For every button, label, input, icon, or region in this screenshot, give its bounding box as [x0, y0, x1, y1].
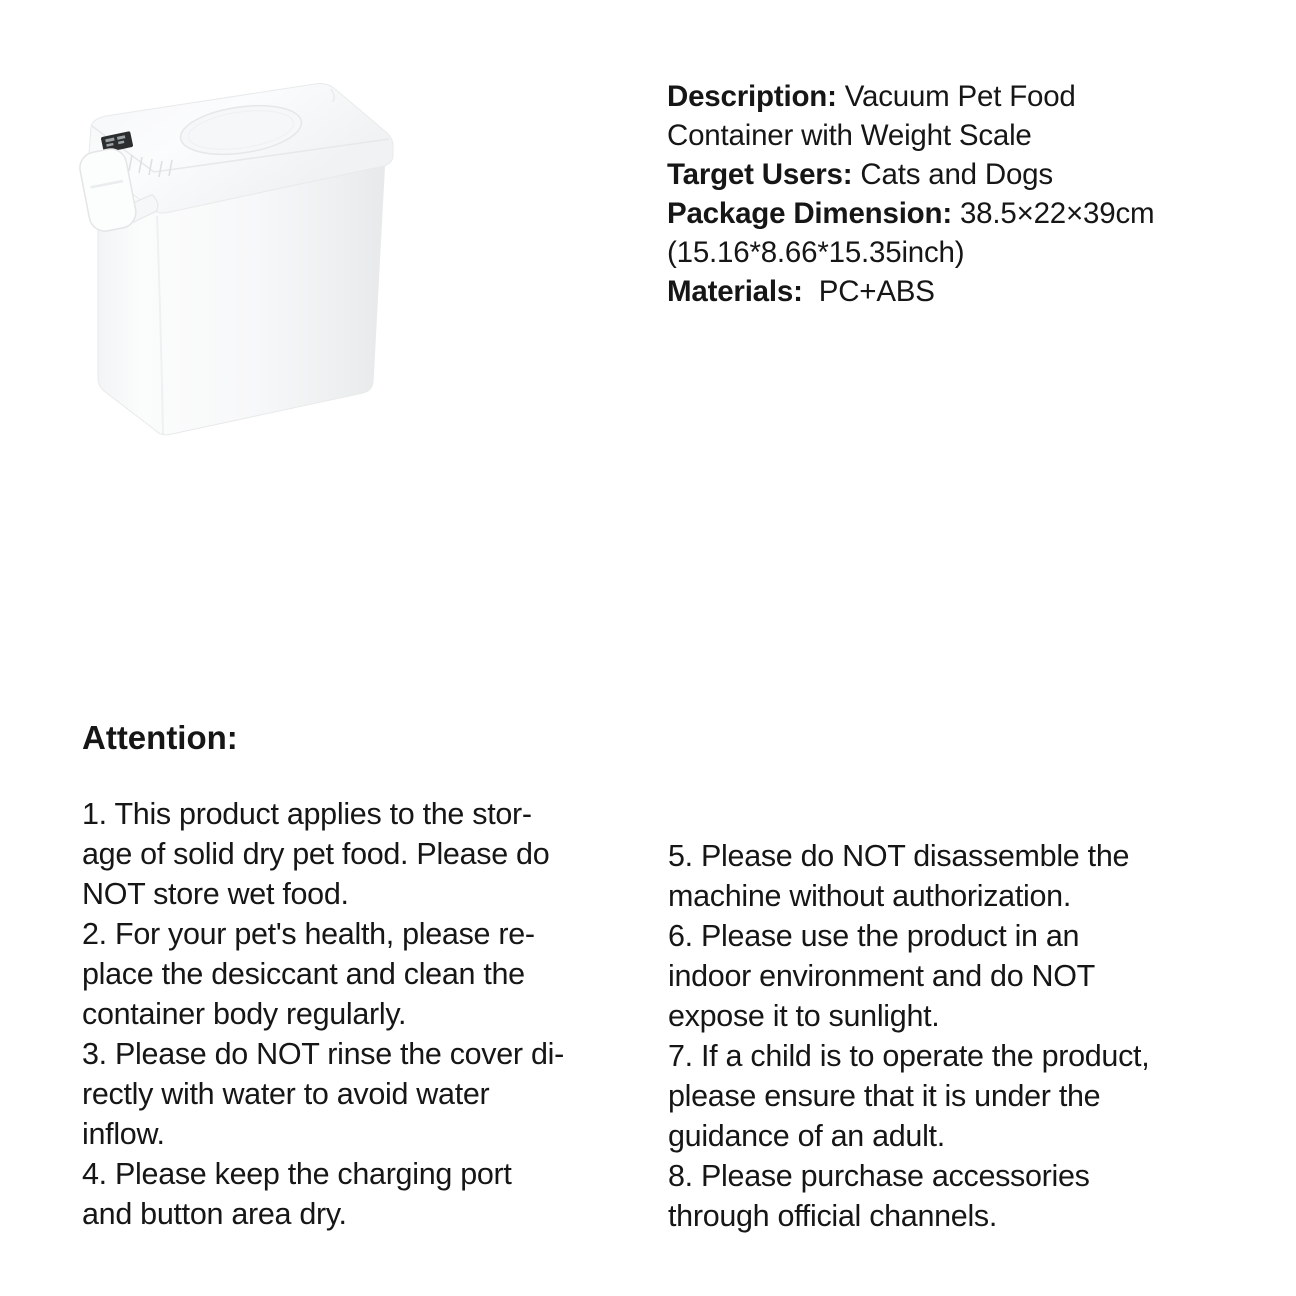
spec-line-package-dimension [667, 194, 1154, 233]
spec-value: Container with Weight Scale [667, 119, 1032, 152]
attention-left-column [82, 794, 564, 1234]
attention-line: inflow. [82, 1117, 165, 1151]
attention-line: 1. This product applies to the stor- [82, 797, 532, 831]
container-illustration [60, 60, 405, 460]
spec-line-description-2 [667, 116, 1154, 155]
attention-line: machine without authorization. [668, 879, 1071, 913]
attention-line: rectly with water to avoid water [82, 1077, 490, 1111]
attention-line: 6. Please use the product in an [668, 919, 1080, 953]
attention-line: please ensure that it is under the [668, 1079, 1101, 1113]
attention-line: 3. Please do NOT rinse the cover di- [82, 1037, 564, 1071]
spec-line-description [667, 77, 1154, 116]
spec-line-materials [667, 272, 1154, 311]
attention-line: 8. Please purchase accessories [668, 1159, 1090, 1193]
spec-value: PC+ABS [802, 275, 935, 308]
spec-value: 38.5×22×39cm [951, 197, 1155, 230]
attention-line: and button area dry. [82, 1197, 347, 1231]
spec-value: Cats and Dogs [852, 158, 1053, 191]
spec-block [667, 77, 1154, 311]
attention-line: 2. For your pet's health, please re- [82, 917, 535, 951]
spec-line-target-users [667, 155, 1154, 194]
attention-line: expose it to sunlight. [668, 999, 940, 1033]
attention-line: place the desiccant and clean the [82, 957, 525, 991]
attention-line: 5. Please do NOT disassemble the [668, 839, 1130, 873]
attention-line: 4. Please keep the charging port [82, 1157, 512, 1191]
attention-line: NOT store wet food. [82, 877, 349, 911]
spec-line-package-dimension-2 [667, 233, 1154, 272]
attention-line: indoor environment and do NOT [668, 959, 1096, 993]
spec-label: Target Users: [667, 158, 853, 191]
attention-right-column [668, 836, 1149, 1236]
attention-heading: Attention: [82, 719, 238, 756]
product-figure [60, 60, 405, 460]
spec-value: Vacuum Pet Food [836, 80, 1076, 113]
spec-label: Package Dimension: [667, 197, 952, 230]
spec-value: (15.16*8.66*15.35inch) [667, 236, 965, 269]
spec-label: Description: [667, 80, 837, 113]
attention-line: container body regularly. [82, 997, 407, 1031]
spec-label: Materials: [667, 275, 803, 308]
attention-line: age of solid dry pet food. Please do [82, 837, 550, 871]
attention-line: 7. If a child is to operate the product, [668, 1039, 1150, 1073]
attention-line: through official channels. [668, 1199, 998, 1233]
attention-line: guidance of an adult. [668, 1119, 945, 1153]
